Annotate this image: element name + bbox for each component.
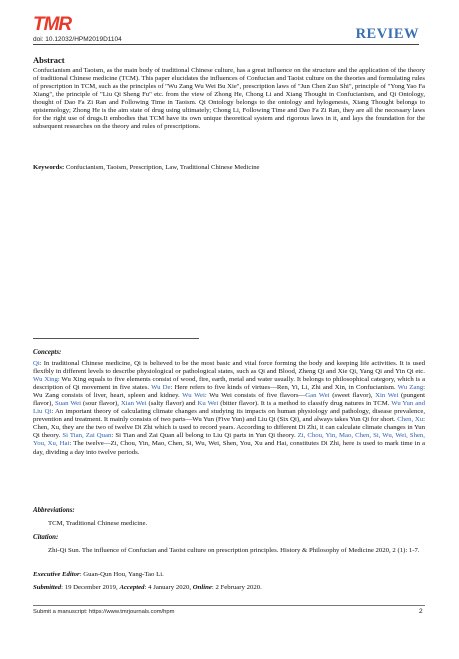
footnote-divider xyxy=(33,338,199,339)
concept-text: : Si Tian and Zai Quan all belong to Liu Qi parts in Yun Qi theory. xyxy=(111,432,298,440)
online-date: : 2 February 2020. xyxy=(211,584,262,591)
concept-term[interactable]: Wu Xing xyxy=(33,376,58,384)
concept-text: : Wu Xing equals to five elements consist of wood, fire, earth, metal and water usually. It belongs to philosophical category, which is a description of Qi movement in five states. xyxy=(33,376,425,392)
concept-text: : An important theory of calculating climate changes and studying its impacts on human physiology and pathology, disease prevalence, prevention and treatment. It mainly consists of two parts—Wu Yun (Five Yun) and Liu Qi (Six Qi), and always takes Yun Qi for short. xyxy=(33,408,426,424)
keywords-label: Keywords: xyxy=(33,164,65,171)
concept-term[interactable]: Suan Wei xyxy=(55,400,82,408)
concepts-heading: Concepts: xyxy=(33,349,62,356)
concept-term[interactable]: Gan Wei xyxy=(305,392,330,400)
concept-term[interactable]: Si Tian, Zai Quan xyxy=(62,432,112,440)
concept-text: (pungent flavor), xyxy=(33,392,425,408)
executive-editor xyxy=(33,571,164,578)
keywords xyxy=(33,164,425,172)
logo-text: TMR xyxy=(33,14,72,35)
abbreviations-heading: Abbreviations: xyxy=(33,507,75,514)
editor-label: Executive Editor xyxy=(33,571,80,578)
concept-term[interactable]: Xian Wei xyxy=(120,400,147,408)
concept-text: : Wu Wei consists of five flavors— xyxy=(204,392,306,400)
abstract-title: Abstract xyxy=(33,55,65,65)
doi-label: doi: 10.12032/HPM2019D1104 xyxy=(33,36,122,43)
accepted-date: : 4 January 2020, xyxy=(144,584,193,591)
concept-term[interactable]: Zi, Chou, Yin, Mao, Chen, Si, Wu, Wei, Shen, You, Xu, Hai xyxy=(33,432,425,448)
concept-term[interactable]: Chen, Xu xyxy=(397,416,424,424)
concept-text: : Chen, Xu, they are the two of twelve Di Zhi which is used to record years. According to different Di Zhi, it can calculate climate changes in Yun Qi theory. xyxy=(33,416,425,440)
publication-dates xyxy=(33,584,262,591)
page-number: 2 xyxy=(419,608,423,615)
concept-text: : Here refers to five kinds of virtues—Ren, Yi, Li, Zhi and Xin, in Confucianism. xyxy=(170,384,398,392)
keywords-text: Confucianism, Taoism, Prescription, Law, Traditional Chinese Medicine xyxy=(64,164,260,171)
section-label: REVIEW xyxy=(355,26,419,42)
concepts-body xyxy=(33,360,425,457)
concept-text: : In traditional Chinese medicine, Qi is believed to be the most basic and vital force forming the body and keeping life activities. It is used flexibly in different levels to describe physiological or pathological states, such as Qi and Blood, Zheng Qi and Xie Qi, Yang Qi and Yin Qi etc. xyxy=(33,360,425,376)
concept-term[interactable]: Wu De xyxy=(151,384,171,392)
concept-term[interactable]: Xin Wei xyxy=(375,392,399,400)
concept-term[interactable]: Ku Wei xyxy=(197,400,219,408)
footer-submit-link[interactable]: Submit a manuscript: https://www.tmrjournals.com/hpm xyxy=(33,609,175,615)
citation-heading: Citation: xyxy=(33,534,59,541)
submitted-label: Submitted xyxy=(33,584,62,591)
header-divider xyxy=(33,44,419,45)
abbreviations-text: TCM, Traditional Chinese medicine. xyxy=(48,520,148,527)
concept-text: : The twelve—Zi, Chou, Yin, Mao, Chen, Si, Wu, Wei, Shen, You, Xu and Hai, constitutes Di Zhi, here is used to mark time in a day, dividing a day into twelve periods. xyxy=(33,440,425,456)
concept-text: (sour flavor), xyxy=(81,400,121,408)
concept-text: (salty flavor) and xyxy=(146,400,198,408)
journal-logo xyxy=(33,14,93,36)
abstract-body: Confucianism and Taoism, as the main body of traditional Chinese culture, has a great influence on the structure and the application of the theory of traditional Chinese medicine (TCM). This paper elucidates the influences of Confucian and Taoist culture on the theories and formulating rules of prescription in TCM, such as the principles of "Wu Zang Wu Wei Bu Xie", prescription laws of "Jun Chen Zuo Shi", principle of "Yong Yao Fa Xiang", the principle of "Liu Qi Sheng Fu" etc. from the view of Zhong He, Chong Li and Xiang Thought in Confucianism, and Qi Ontology, thought of Dao Fa Zi Ran and Following Time in Taoism. Qi Ontology belongs to the ontology and hylogenesis, Xiang Thought belongs to epistemology; Zhong He is the aim state of drug using ultimately; Chong Li, Following Time and Dao Fa Zi Ran, they are all the necessary laws for the right use of drugs.It embodies that TCM have its own unique theoretical system and rigorous laws in it, and lays the foundation for the subsequent researches on the theory and rules of prescriptions. xyxy=(33,67,425,131)
concept-term[interactable]: Wu Zang xyxy=(397,384,424,392)
submitted-date: : 19 December 2019, xyxy=(61,584,120,591)
editor-names: : Guan-Qun Hou, Yang-Tao Li. xyxy=(79,571,164,578)
concept-term[interactable]: Qi xyxy=(33,360,40,367)
online-label: Online xyxy=(192,584,212,591)
footer-divider xyxy=(33,605,425,606)
concept-text: : Wu Zang consists of liver, heart, spleen and kidney. xyxy=(33,384,425,400)
concept-text: (bitter flavor). It is a method to classify drug natures in TCM. xyxy=(218,400,392,408)
concept-term[interactable]: Wu Yun and Liu Qi xyxy=(33,400,425,416)
concept-term[interactable]: Wu Wei xyxy=(182,392,205,400)
citation-text: Zhi-Qi Sun. The influence of Confucian and Taoist culture on prescription principles. History & Philosophy of Medicine 2020, 2 (1): 1-7. xyxy=(48,547,420,554)
concept-text: (sweet flavor), xyxy=(329,392,376,400)
accepted-label: Accepted xyxy=(119,584,145,591)
